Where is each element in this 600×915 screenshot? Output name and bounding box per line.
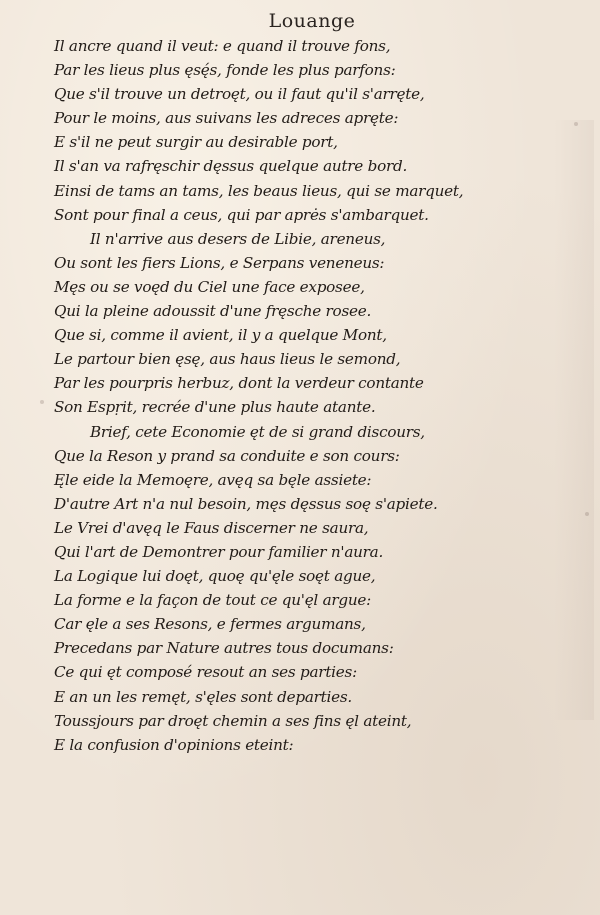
verse-line: Toussjours par droęt chemin a ses fins ęl ateint, <box>54 711 412 730</box>
verse-line: Le Vrei d'avęq le Faus discerner ne saura, <box>54 518 369 537</box>
paper-speck <box>585 512 589 516</box>
verse-line: Il ancre quand il veut: e quand il trouve fons, <box>54 37 391 55</box>
verse-line: Qui l'art de Demontrer pour familier n'aura. <box>54 542 384 561</box>
verse-line: Męs ou se voęd du Ciel une face exposee, <box>54 277 365 296</box>
verse-line: Par les lieus plus ęsę́s, fonde les plus parfons: <box>54 61 396 80</box>
verse-line: Que s'il trouve un detroęt, ou il faut qu'il s'arręte, <box>54 85 425 104</box>
verse-line: Il s'an va rafręschir dęssus quelque autre bord. <box>54 157 408 176</box>
verse-line: La Logique lui doęt, quoę qu'ęle soęt ague, <box>54 567 376 586</box>
verse-block <box>54 34 574 757</box>
verse-line: Einsi de tams an tams, les beaus lieus, qui se marquet, <box>54 181 464 200</box>
verse-line: Son Espṛit, recrée d'une plus haute atante. <box>54 398 376 417</box>
verse-line: Ęle eide la Memoęre, avęq sa bęle assiete: <box>54 470 372 489</box>
verse-line: Que si, comme il avient, il y a quelque Mont, <box>54 326 387 345</box>
verse-line: D'autre Art n'a nul besoin, męs dęssus soę s'apiete. <box>54 494 438 513</box>
verse-line: La forme e la façon de tout ce qu'ęl argue: <box>54 591 372 610</box>
verse-line: Ou sont les fiers Lions, e Serpans veneneus: <box>54 253 385 272</box>
verse-line: E s'il ne peut surgir au desirable port, <box>54 133 338 152</box>
verse-line: Precedans par Nature autres tous documans: <box>54 639 394 658</box>
verse-line: Qui la pleine adoussit d'une fręsche rosee. <box>54 302 372 321</box>
verse-line: Pour le moins, aus suivans les adreces apręte: <box>54 109 399 128</box>
running-head <box>0 10 600 32</box>
verse-line: Il n'arrive aus desers de Libie, areneus, <box>90 229 386 248</box>
verse-line: Sont pour final a ceus, qui par aprės s'ambarquet. <box>54 205 429 224</box>
verse-line: E an un les remęt, s'ęles sont departies. <box>54 687 352 706</box>
verse-line: Brief, cete Economie ęt de si grand discours, <box>90 422 425 441</box>
verse-line: Par les pourpris herbuz, dont la verdeur contante <box>54 374 424 393</box>
paper-speck <box>574 122 578 126</box>
paper-speck <box>40 400 44 404</box>
verse-line: Ce qui ęt composé resout an ses parties: <box>54 663 357 682</box>
verse-line: Car ęle a ses Resons, e fermes argumans, <box>54 615 366 634</box>
verse-line: Que la Reson y prand sa conduite e son cours: <box>54 446 400 465</box>
running-head-text: Louange <box>268 10 356 32</box>
verse-line: E la confusion d'opinions eteint: <box>54 735 294 754</box>
verse-line: Le partour bien ęsę, aus haus lieus le semond, <box>54 350 401 369</box>
